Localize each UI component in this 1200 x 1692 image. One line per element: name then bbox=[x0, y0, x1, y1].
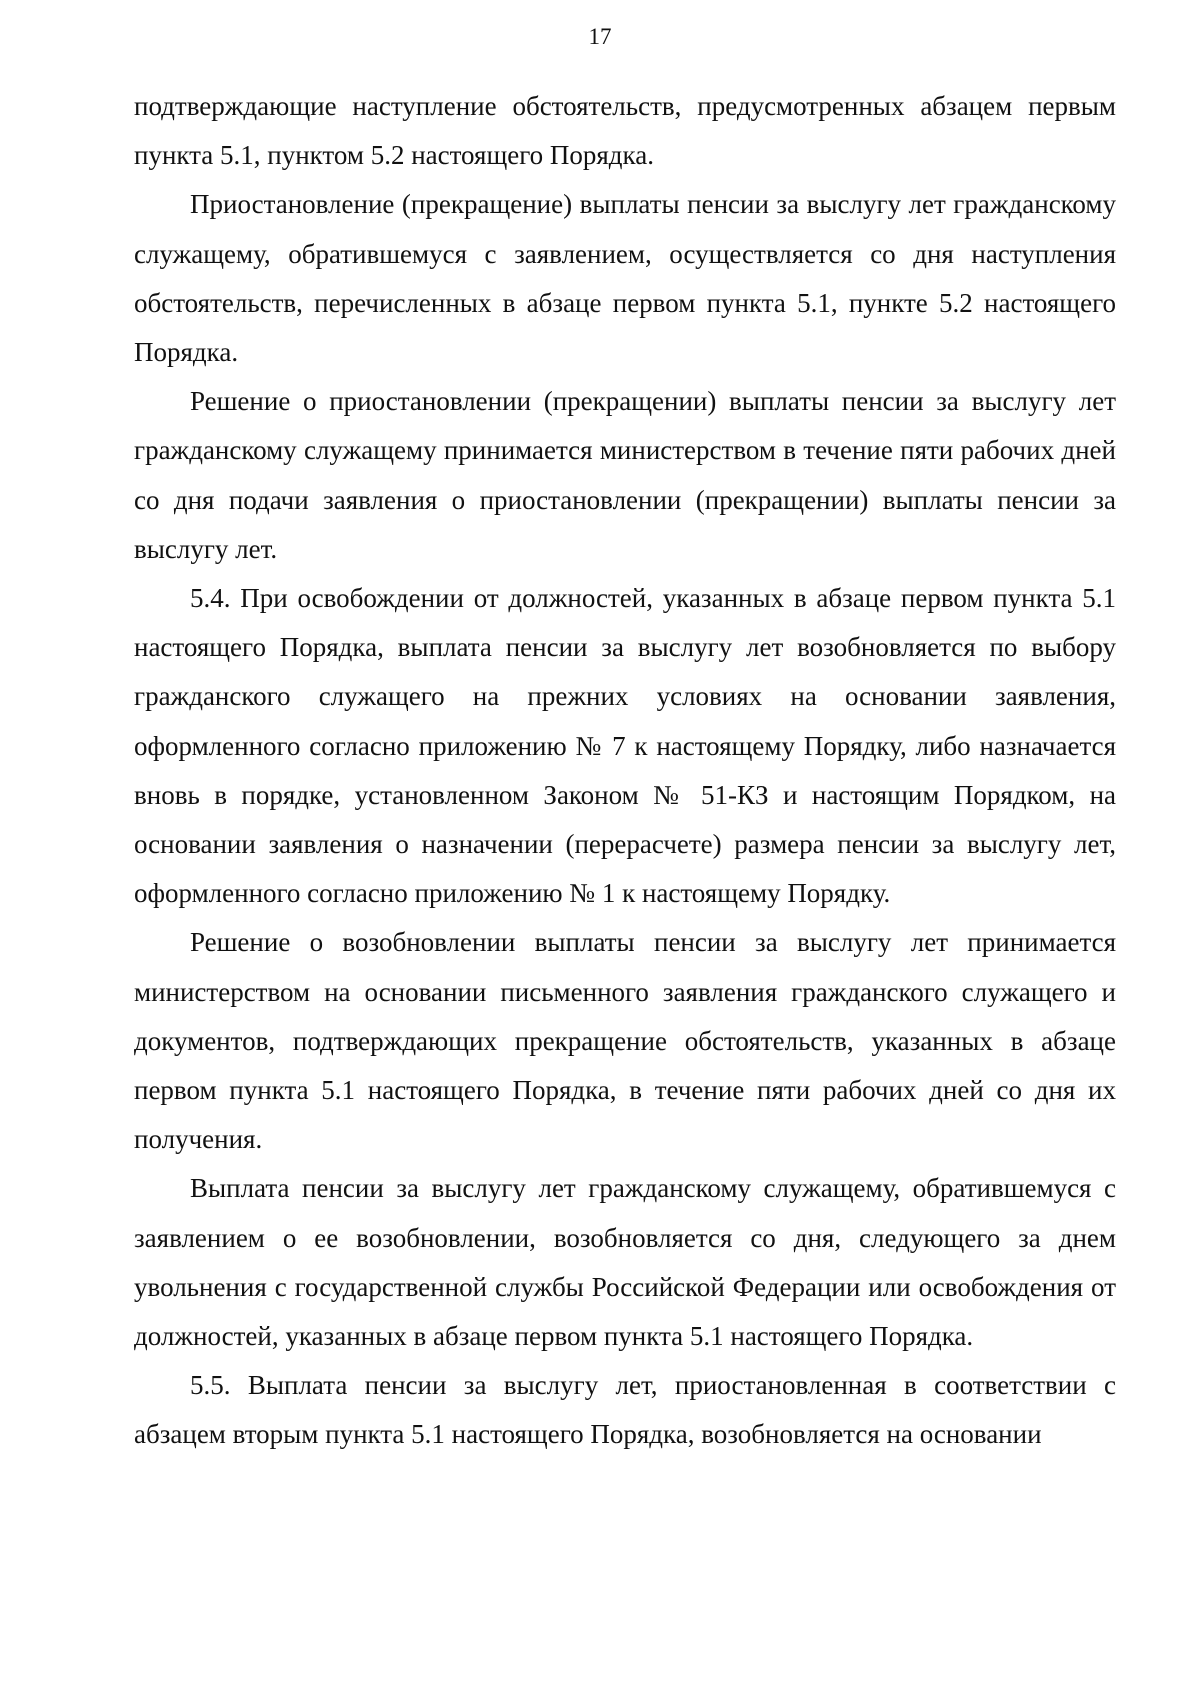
paragraph-resumption-decision: Решение о возобновлении выплаты пенсии за выслугу лет принимается министерством на основании письменного заявления гражданского служащего и документов, подтверждающих прекращение обстоятельств, указанных в абзаце первом пункта 5.1 настоящего Порядка, в течение пяти рабочих дней со дня их получения. bbox=[134, 927, 1116, 1155]
paragraph-resumption-payment: Выплата пенсии за выслугу лет гражданскому служащему, обратившемуся с заявлением о ее возобновлении, возобновляется со дня, следующего за днем увольнения с государственной службы Российской Федерации или освобождения от должностей, указанных в абзаце первом пункта 5.1 настоящего Порядка. bbox=[134, 1173, 1116, 1352]
paragraph-suspension-termination: Приостановление (прекращение) выплаты пенсии за выслугу лет гражданскому служащему, обратившемуся с заявлением, осуществляется со дня наступления обстоятельств, перечисленных в абзаце первом пункта 5.1, пункте 5.2 настоящего Порядка. bbox=[134, 189, 1116, 368]
paragraph-clause-5-4: 5.4. При освобождении от должностей, указанных в абзаце первом пункта 5.1 настоящего Порядка, выплата пенсии за выслугу лет возобновляется по выбору гражданского служащего на прежних условиях на основании заявления, оформленного согласно приложению № 7 к настоящему Порядку, либо назначается вновь в порядке, установленном Законом № 51-КЗ и настоящим Порядком, на основании заявления о назначении (перерасчете) размера пенсии за выслугу лет, оформленного согласно приложению № 1 к настоящему Порядку. bbox=[134, 583, 1116, 909]
paragraph-continuation: подтверждающие наступление обстоятельств, предусмотренных абзацем первым пункта 5.1, пунктом 5.2 настоящего Порядка. bbox=[134, 91, 1116, 171]
document-body bbox=[134, 82, 1116, 1460]
page-number: 17 bbox=[588, 24, 612, 49]
paragraph-clause-5-5: 5.5. Выплата пенсии за выслугу лет, приостановленная в соответствии с абзацем вторым пункта 5.1 настоящего Порядка, возобновляется на основании bbox=[134, 1370, 1116, 1450]
paragraph-suspension-decision: Решение о приостановлении (прекращении) выплаты пенсии за выслугу лет гражданскому служащему принимается министерством в течение пяти рабочих дней со дня подачи заявления о приостановлении (прекращении) выплаты пенсии за выслугу лет. bbox=[134, 386, 1116, 564]
